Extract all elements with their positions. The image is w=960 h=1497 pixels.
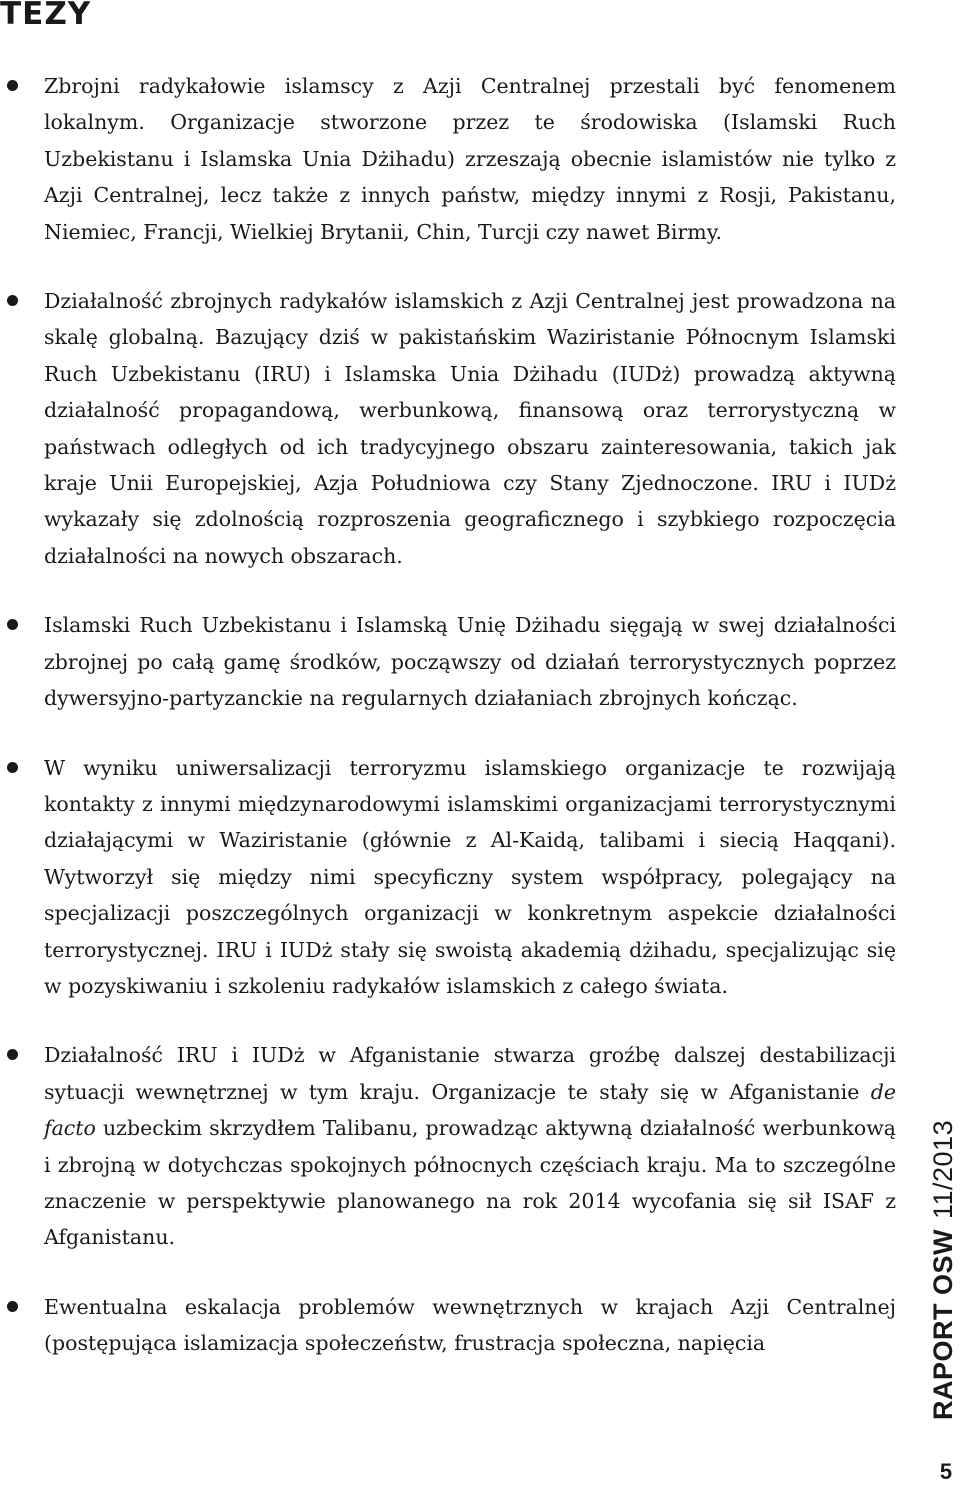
- thesis-text-5-part-2: uzbeckim skrzydłem Talibanu, prowadząc aktywną działalność werbunkową i zbrojną w dotychczas spokojnych północnych częściach kraju. Ma to szczególne znaczenie w perspektywie planowanego na rok 2014 wycofania się sił ISAF z Afganistanu.: [44, 1116, 896, 1250]
- thesis-item-2: [0, 283, 960, 574]
- publication-label: [926, 1120, 960, 1420]
- thesis-text-5-part-1: Działalność IRU i IUDż w Afganistanie stwarza groźbę dalszej destabilizacji sytuacji wewnętrznej w tym kraju. Organizacje te stały się w Afganistanie: [44, 1043, 896, 1104]
- thesis-text-3: Islamski Ruch Uzbekistanu i Islamską Unię Dżihadu sięgają w swej działalności zbrojnej po całą gamę środków, począwszy od działań terrorystycznych poprzez dywersyjno-partyzanckie na regularnych działaniach zbrojnych kończąc.: [44, 613, 896, 711]
- thesis-item-5: [0, 1037, 960, 1255]
- bullet-icon: [7, 80, 18, 91]
- thesis-item-4: [0, 750, 960, 1005]
- thesis-item-1: [0, 68, 960, 250]
- bullet-icon: [7, 619, 18, 630]
- thesis-text-2: Działalność zbrojnych radykałów islamskich z Azji Centralnej jest prowadzona na skalę globalną. Bazujący dziś w pakistańskim Waziristanie Północnym Islamski Ruch Uzbekistanu (IRU) i Islamska Unia Dżihadu (IUDż) prowadzą aktywną działalność propagandową, werbunkową, finansową oraz terrorystyczną w państwach odległych od ich tradycyjnego obszaru zainteresowania, takich jak kraje Unii Europejskiej, Azja Południowa czy Stany Zjednoczone. IRU i IUDż wykazały się zdolnością rozproszenia geograficznego i szybkiego rozpoczęcia działalności na nowych obszarach.: [44, 289, 896, 568]
- bullet-icon: [7, 1301, 18, 1312]
- bullet-icon: [7, 295, 18, 306]
- thesis-item-3: [0, 607, 960, 716]
- thesis-text-5: [44, 1037, 896, 1255]
- bullet-icon: [7, 762, 18, 773]
- publication-sidebar: [920, 1020, 960, 1420]
- thesis-text-1: Zbrojni radykałowie islamscy z Azji Centralnej przestali być fenomenem lokalnym. Organizacje stworzone przez te środowiska (Islamski Ruch Uzbekistanu i Islamska Unia Dżihadu) zrzeszają obecnie islamistów nie tylko z Azji Centralnej, lecz także z innych państw, między innymi z Rosji, Pakistanu, Niemiec, Francji, Wielkiej Brytanii, Chin, Turcji czy nawet Birmy.: [44, 74, 896, 244]
- page-number: 5: [939, 1459, 953, 1484]
- thesis-text-6: Ewentualna eskalacja problemów wewnętrznych w krajach Azji Centralnej (postępująca islamizacja społeczeństw, frustracja społeczna, napięcia: [44, 1294, 896, 1356]
- theses-list: [0, 68, 960, 1395]
- thesis-item-6: [0, 1289, 960, 1362]
- publication-name: RAPORT OSW: [928, 1229, 958, 1420]
- bullet-icon: [7, 1049, 18, 1060]
- thesis-text-4: W wyniku uniwersalizacji terroryzmu islamskiego organizacje te rozwijają kontakty z innymi międzynarodowymi islamskimi organizacjami terrorystycznymi działającymi w Waziristanie (głównie z Al-Kaidą, talibami i siecią Haqqani). Wytworzył się między nimi specyficzny system współpracy, polegający na specjalizacji poszczególnych organizacji w konkretnym aspekcie działalności terrorystycznej. IRU i IUDż stały się swoistą akademią dżihadu, specjalizując się w pozyskiwaniu i szkoleniu radykałów islamskich z całego świata.: [44, 755, 896, 998]
- page-heading: TEZY: [0, 0, 92, 32]
- publication-issue: 11/2013: [928, 1119, 958, 1219]
- thesis-text-5-italic: de facto: [44, 1079, 896, 1141]
